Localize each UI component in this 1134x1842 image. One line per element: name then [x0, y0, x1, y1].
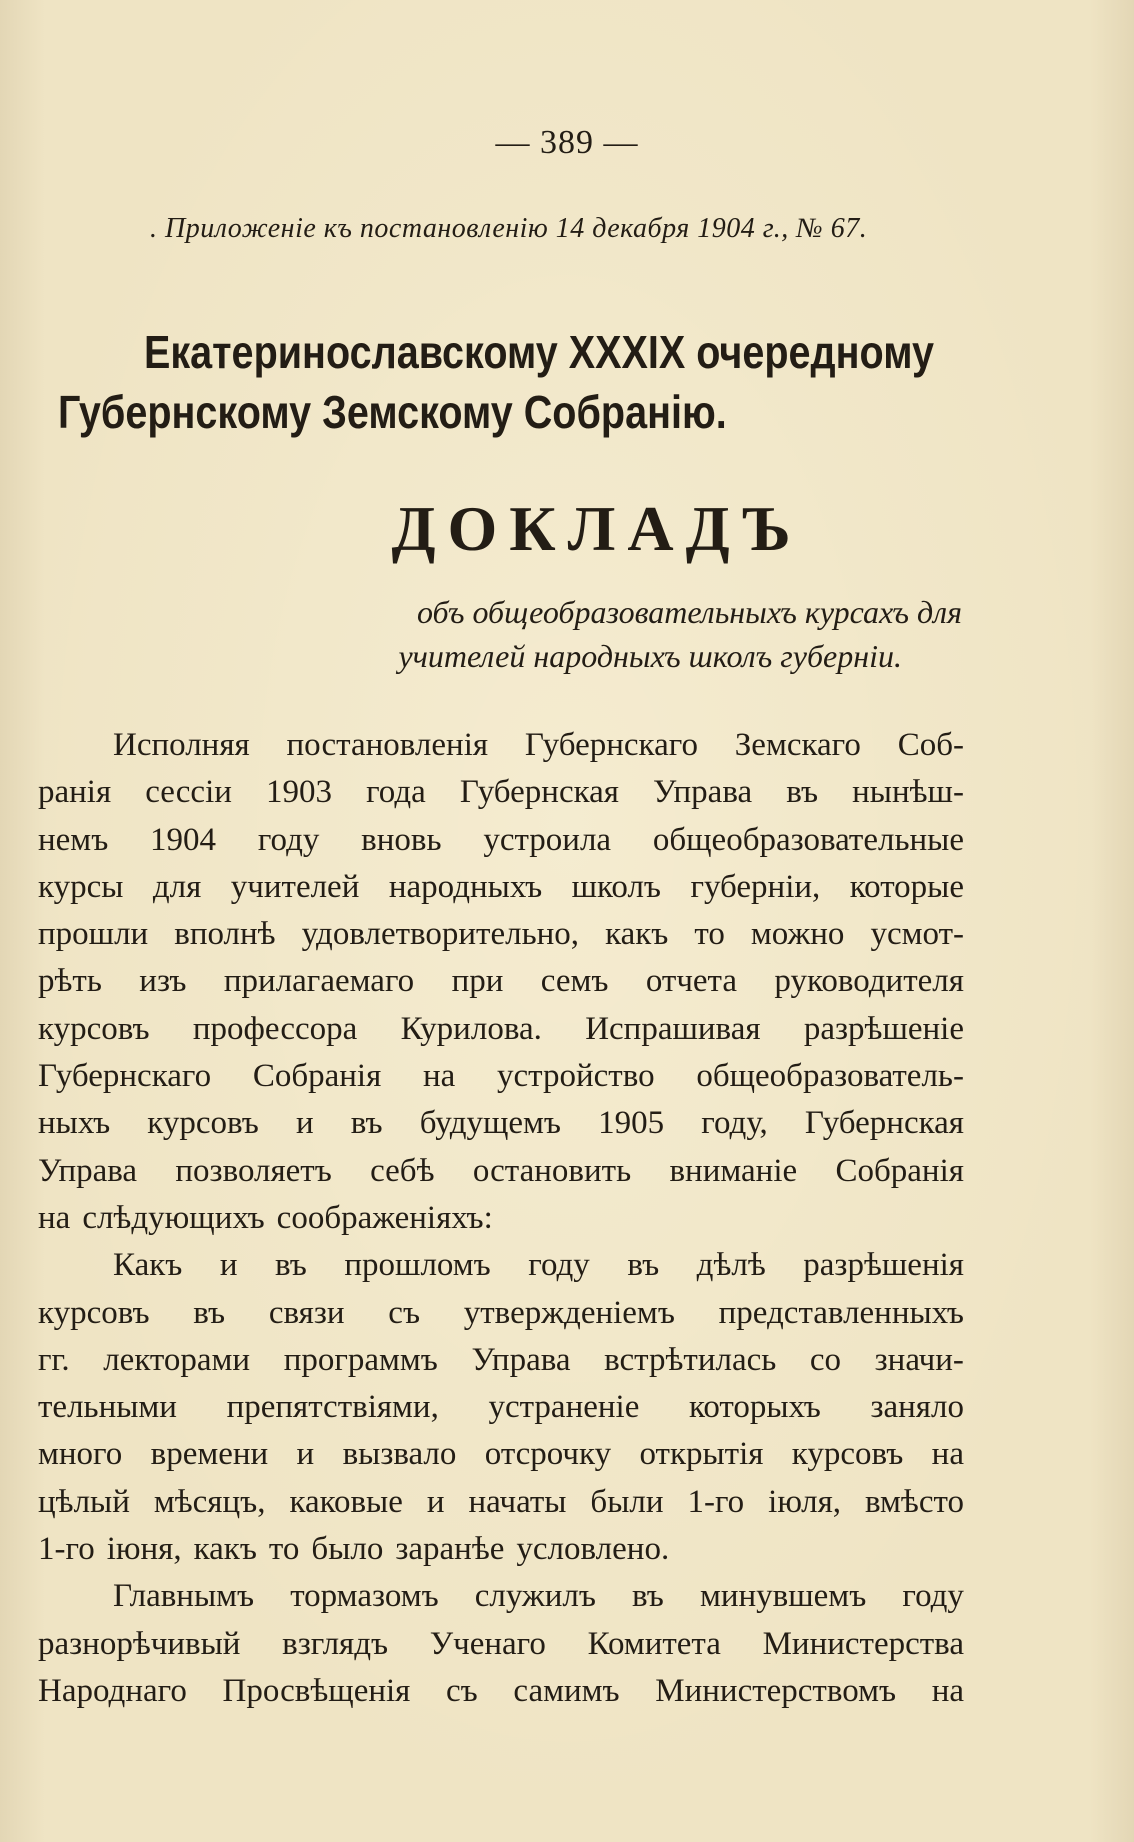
addressee-line-2: Губернскому Земскому Собранію. — [58, 386, 727, 438]
addressee-heading — [58, 322, 952, 442]
body-word: вызвало — [342, 1436, 457, 1473]
body-word: гг. — [38, 1341, 70, 1378]
body-word: удовлетворительно, — [301, 916, 580, 953]
body-word: въ — [786, 774, 819, 811]
body-word: какъ — [193, 1531, 257, 1568]
body-word: профессора — [192, 1010, 358, 1047]
body-word: Соб- — [897, 727, 964, 763]
body-word: 1-го — [687, 1483, 745, 1520]
body-word: Управа — [38, 1152, 138, 1189]
body-word: Ученаго — [429, 1625, 546, 1662]
body-word: вполнѣ — [174, 916, 276, 953]
body-word: Земскаго — [734, 727, 861, 763]
body-word: Какъ — [113, 1247, 183, 1284]
body-word: самимъ — [513, 1672, 620, 1709]
body-word: іюня, — [106, 1531, 182, 1568]
body-word: общеобразовательные — [652, 821, 964, 858]
body-word: Собранія — [252, 1058, 382, 1095]
body-line — [38, 769, 964, 816]
body-word: немъ — [38, 821, 109, 858]
body-word: году — [902, 1578, 964, 1615]
body-word: будущемъ — [419, 1105, 561, 1142]
document-subtitle — [250, 590, 962, 678]
body-word: Министерства — [762, 1625, 964, 1662]
body-word: общеобразователь- — [696, 1058, 964, 1095]
body-line — [38, 1006, 964, 1053]
body-word: Исполняя — [113, 727, 250, 763]
body-word: и — [426, 1483, 445, 1520]
body-word: устраненіе — [488, 1389, 640, 1426]
body-word: въ — [275, 1247, 307, 1284]
body-word: препятствіями, — [226, 1389, 439, 1426]
body-word: отчета — [645, 963, 738, 1000]
body-word: вниманіе — [669, 1152, 798, 1189]
body-line — [38, 1526, 964, 1573]
body-line — [38, 1148, 964, 1195]
body-word: года — [366, 774, 426, 811]
body-word: связи — [268, 1294, 345, 1331]
body-line — [38, 958, 964, 1005]
body-word: прошли — [38, 916, 149, 953]
body-word: съ — [388, 1294, 421, 1331]
body-word: учителей — [230, 868, 360, 905]
body-word: разрѣшенія — [803, 1247, 964, 1284]
body-word: на — [38, 1199, 71, 1236]
body-line — [38, 1100, 964, 1147]
body-word: семъ — [540, 963, 609, 1000]
body-word: были — [590, 1483, 664, 1520]
body-word: тельными — [38, 1389, 177, 1426]
body-word: позволяетъ — [175, 1152, 332, 1189]
body-line — [38, 911, 964, 958]
body-word: вновь — [361, 821, 442, 858]
body-word: Губернская — [804, 1105, 964, 1142]
body-word: курсы — [38, 868, 124, 905]
body-word: на — [931, 1672, 964, 1709]
body-word: 1905 — [598, 1105, 665, 1142]
body-word: было — [311, 1531, 384, 1568]
body-line — [38, 1573, 964, 1620]
body-line — [38, 864, 964, 911]
body-word: въ — [627, 1247, 660, 1284]
body-word: устройство — [497, 1058, 655, 1095]
body-word: на — [423, 1058, 456, 1095]
body-word: и — [296, 1436, 315, 1473]
body-word: Испрашивая — [585, 1010, 761, 1047]
body-word: Губернскаго — [524, 727, 698, 763]
body-word: остановить — [472, 1152, 632, 1189]
body-word: утвержденіемъ — [463, 1294, 675, 1331]
body-word: въ — [350, 1105, 383, 1142]
body-line — [38, 1290, 964, 1337]
body-word: которые — [849, 868, 964, 905]
body-word: много — [38, 1436, 123, 1473]
body-word: на — [931, 1436, 964, 1473]
body-word: народныхъ — [388, 868, 543, 905]
body-word: Курилова. — [400, 1010, 542, 1047]
body-word: Комитета — [587, 1625, 721, 1662]
body-word: и — [295, 1105, 314, 1142]
body-word: служилъ — [474, 1578, 596, 1615]
body-word: себѣ — [370, 1152, 435, 1189]
body-word: постановленія — [286, 727, 489, 763]
body-word: курсовъ — [38, 1010, 150, 1047]
body-word: школъ — [571, 868, 661, 905]
body-word: при — [451, 963, 504, 1000]
body-word: изъ — [139, 963, 187, 1000]
body-word: заранѣе — [395, 1531, 505, 1568]
body-text — [38, 722, 964, 1715]
body-word: начаты — [468, 1483, 567, 1520]
body-word: условлено. — [516, 1531, 670, 1568]
body-line — [38, 1337, 964, 1384]
body-word: цѣлый — [38, 1483, 130, 1520]
body-word: губерніи, — [690, 868, 821, 905]
subtitle-line-1: объ общеобразовательныхъ курсахъ для — [416, 594, 962, 630]
body-word: для — [152, 868, 202, 905]
body-line — [38, 1479, 964, 1526]
page-number: — 389 — — [495, 124, 639, 161]
body-word: программъ — [283, 1341, 438, 1378]
body-word: слѣдующихъ — [82, 1199, 265, 1236]
body-word: то — [694, 916, 725, 953]
body-word: году — [528, 1247, 590, 1284]
body-word: руководителя — [774, 963, 964, 1000]
body-line — [38, 1668, 964, 1715]
body-word: разрѣшеніе — [803, 1010, 964, 1047]
body-word: то — [268, 1531, 300, 1568]
body-word: усмот- — [870, 916, 964, 953]
body-word: времени — [150, 1436, 269, 1473]
body-word: заняло — [870, 1389, 964, 1426]
body-word: рѣть — [38, 963, 102, 1000]
body-word: прилагаемаго — [223, 963, 415, 1000]
body-word: и — [219, 1247, 238, 1284]
body-word: курсовъ — [38, 1294, 150, 1331]
body-word: Губернскаго — [38, 1058, 212, 1095]
body-word: лекторами — [103, 1341, 251, 1378]
body-word: Управа — [653, 774, 753, 811]
body-line — [38, 1431, 964, 1478]
body-word: встрѣтилась — [604, 1341, 777, 1378]
body-word: 1904 — [150, 821, 217, 858]
body-word: году — [257, 821, 320, 858]
body-word: ранія — [38, 774, 112, 811]
body-word: Просвѣщенія — [222, 1672, 411, 1709]
body-word: значи- — [874, 1341, 964, 1378]
body-word: мѣсяцъ, — [153, 1483, 266, 1520]
body-word: Главнымъ — [113, 1578, 255, 1615]
addressee-line-1: Екатеринославскому XXXIX очередному — [144, 326, 934, 378]
body-word: отсрочку — [484, 1436, 612, 1473]
body-word: Народнаго — [38, 1672, 187, 1709]
body-line — [38, 1621, 964, 1668]
body-word: вмѣсто — [865, 1483, 964, 1520]
body-line — [38, 722, 964, 769]
body-word: Управа — [471, 1341, 571, 1378]
body-word: соображеніяхъ: — [276, 1199, 493, 1236]
subtitle-line-2: учителей народныхъ школъ губерніи. — [398, 638, 902, 674]
body-line — [38, 1242, 964, 1289]
document-title: ДОКЛАДЪ — [391, 493, 803, 564]
body-line — [38, 1053, 964, 1100]
body-word: Министерствомъ — [655, 1672, 897, 1709]
body-word: нынѣш- — [852, 774, 964, 811]
body-word: открытія — [639, 1436, 764, 1473]
body-line — [38, 1195, 964, 1242]
body-word: году, — [701, 1105, 768, 1142]
body-word: іюля, — [768, 1483, 842, 1520]
body-word: въ — [632, 1578, 664, 1615]
body-word: курсовъ — [791, 1436, 904, 1473]
body-word: дѣлѣ — [696, 1247, 766, 1284]
body-word: какъ — [605, 916, 669, 953]
body-word: можно — [750, 916, 845, 953]
body-line — [38, 1384, 964, 1431]
body-word: курсовъ — [147, 1105, 259, 1142]
body-word: взглядъ — [282, 1625, 389, 1662]
appendix-note: . Приложеніе къ постановленію 14 декабря 1904 г., № 67. — [150, 213, 868, 244]
body-line — [38, 817, 964, 864]
body-word: 1-го — [38, 1531, 95, 1568]
body-word: Собранія — [835, 1152, 964, 1189]
body-word: ныхъ — [38, 1105, 111, 1142]
body-word: представленныхъ — [718, 1294, 964, 1331]
body-word: 1903 — [266, 774, 332, 811]
body-word: тормазомъ — [290, 1578, 439, 1615]
body-word: минувшемъ — [699, 1578, 867, 1615]
body-word: прошломъ — [344, 1247, 491, 1284]
body-word: Губернская — [459, 774, 619, 811]
body-word: устроила — [483, 821, 612, 858]
body-word: въ — [193, 1294, 226, 1331]
body-word: съ — [446, 1672, 478, 1709]
body-word: разнорѣчивый — [38, 1625, 241, 1662]
body-word: сессіи — [145, 774, 232, 811]
body-word: каковые — [289, 1483, 403, 1520]
body-word: со — [809, 1341, 842, 1378]
body-word: которыхъ — [688, 1389, 821, 1426]
